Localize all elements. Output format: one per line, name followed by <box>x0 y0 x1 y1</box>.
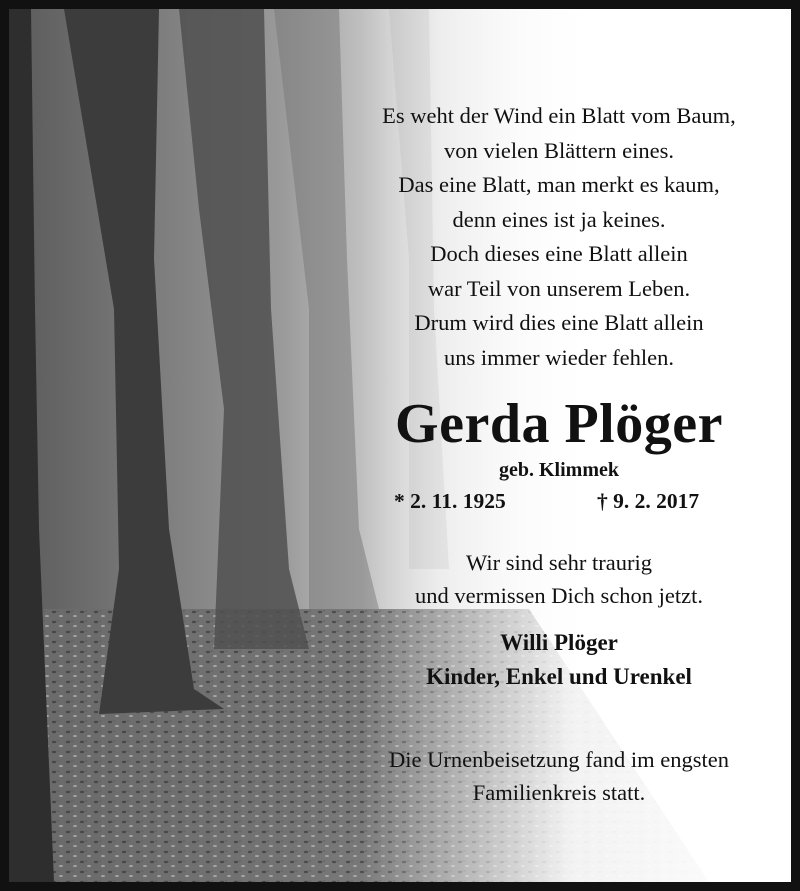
mourner-line: Kinder, Enkel und Urenkel <box>426 664 692 689</box>
condolence-text <box>339 546 779 612</box>
poem-line: von vielen Blättern eines. <box>444 137 674 163</box>
birth-date: * 2. 11. 1925 <box>394 489 506 513</box>
mourners-signature <box>339 626 779 694</box>
poem-line: denn eines ist ja keines. <box>452 206 666 232</box>
poem <box>339 99 779 375</box>
poem-line: Es weht der Wind ein Blatt vom Baum, <box>382 103 736 128</box>
mourner-line: Willi Plöger <box>500 630 618 655</box>
burial-note <box>339 743 779 809</box>
condolence-line: und vermissen Dich schon jetzt. <box>414 583 704 608</box>
poem-line: uns immer wieder fehlen. <box>444 344 674 370</box>
death-date: † 9. 2. 2017 <box>597 489 700 513</box>
deceased-name: Gerda Plöger <box>395 393 723 455</box>
maiden-name: geb. Klimmek <box>499 459 619 481</box>
burial-note-line: Die Urnenbeisetzung fand im engsten <box>389 747 729 772</box>
poem-line: Doch dieses eine Blatt allein <box>430 241 688 266</box>
poem-line: Drum wird dies eine Blatt allein <box>414 310 704 335</box>
poem-line: Das eine Blatt, man merkt es kaum, <box>398 172 720 197</box>
poem-line: war Teil von unserem Leben. <box>427 275 691 301</box>
condolence-line: Wir sind sehr traurig <box>466 550 652 575</box>
burial-note-line: Familienkreis statt. <box>472 780 646 805</box>
